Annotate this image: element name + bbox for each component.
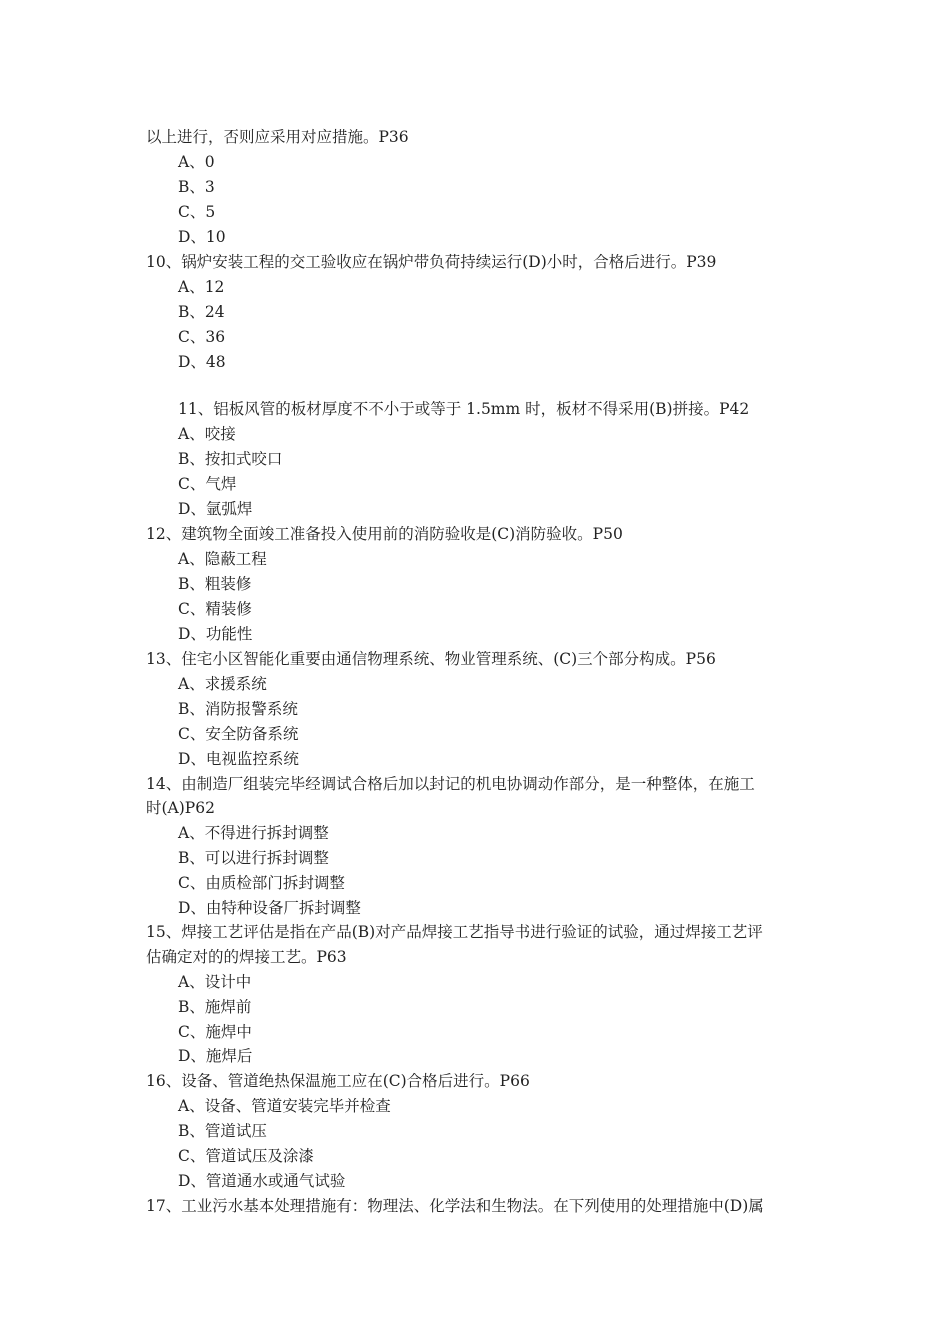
option-line: C、气焊 <box>178 475 237 493</box>
text-line: 以上进行，否则应采用对应措施。P36 <box>146 128 409 146</box>
option-line: B、24 <box>178 303 225 321</box>
option-line: C、36 <box>178 328 226 346</box>
option-line: D、管道通水或通气试验 <box>178 1172 346 1190</box>
option-line: C、由质检部门拆封调整 <box>178 874 345 892</box>
text-line: 估确定对的的焊接工艺。P63 <box>146 948 347 966</box>
question-line: 17、工业污水基本处理措施有：物理法、化学法和生物法。在下列使用的处理措施中(D)属 <box>146 1197 764 1215</box>
option-line: C、精装修 <box>178 600 252 618</box>
option-line: A、求援系统 <box>178 675 267 693</box>
option-line: B、消防报警系统 <box>178 700 298 718</box>
option-line: B、可以进行拆封调整 <box>178 849 329 867</box>
option-line: D、氩弧焊 <box>178 500 253 518</box>
option-line: B、3 <box>178 178 215 196</box>
question-line: 13、住宅小区智能化重要由通信物理系统、物业管理系统、(C)三个部分构成。P56 <box>146 650 716 668</box>
option-line: D、电视监控系统 <box>178 750 299 768</box>
option-line: D、48 <box>178 353 226 371</box>
option-line: C、施焊中 <box>178 1023 252 1041</box>
option-line: A、0 <box>178 153 215 171</box>
option-line: C、5 <box>178 203 216 221</box>
option-line: A、设备、管道安装完毕并检查 <box>178 1097 391 1115</box>
option-line: B、按扣式咬口 <box>178 450 283 468</box>
option-line: D、功能性 <box>178 625 253 643</box>
option-line: C、安全防备系统 <box>178 725 299 743</box>
option-line: A、12 <box>178 278 225 296</box>
option-line: B、粗装修 <box>178 575 252 593</box>
option-line: B、施焊前 <box>178 998 252 1016</box>
option-line: A、咬接 <box>178 425 236 443</box>
option-line: B、管道试压 <box>178 1122 267 1140</box>
question-line: 11、铝板风管的板材厚度不不小于或等于 1.5mm 时，板材不得采用(B)拼接。P42 <box>178 400 750 418</box>
option-line: C、管道试压及涂漆 <box>178 1147 314 1165</box>
option-line: D、由特种设备厂拆封调整 <box>178 899 361 917</box>
question-line: 10、锅炉安装工程的交工验收应在锅炉带负荷持续运行(D)小时，合格后进行。P39 <box>146 253 717 271</box>
option-line: D、施焊后 <box>178 1047 253 1065</box>
option-line: A、设计中 <box>178 973 252 991</box>
option-line: D、10 <box>178 228 226 246</box>
question-line: 16、设备、管道绝热保温施工应在(C)合格后进行。P66 <box>146 1072 530 1090</box>
option-line: A、不得进行拆封调整 <box>178 824 329 842</box>
text-line: 时(A)P62 <box>146 799 215 817</box>
question-line: 15、焊接工艺评估是指在产品(B)对产品焊接工艺指导书进行验证的试验，通过焊接工艺评 <box>146 923 763 941</box>
question-line: 14、由制造厂组装完毕经调试合格后加以封记的机电协调动作部分，是一种整体，在施工 <box>146 775 755 793</box>
option-line: A、隐蔽工程 <box>178 550 267 568</box>
question-line: 12、建筑物全面竣工准备投入使用前的消防验收是(C)消防验收。P50 <box>146 525 623 543</box>
